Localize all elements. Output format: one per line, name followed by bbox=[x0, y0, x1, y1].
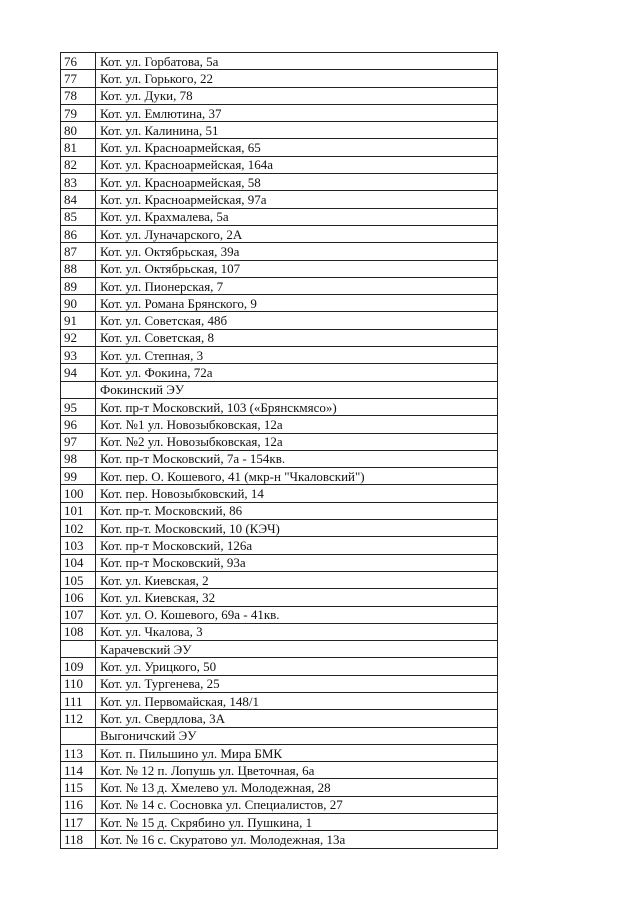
row-address: Кот. пр-т Московский, 103 («Брянскмясо») bbox=[96, 398, 498, 415]
table-row bbox=[61, 779, 498, 796]
row-address: Кот. №1 ул. Новозыбковская, 12а bbox=[96, 416, 498, 433]
row-address: Кот. ул. Красноармейская, 97а bbox=[96, 191, 498, 208]
table-row bbox=[61, 641, 498, 658]
row-number: 95 bbox=[61, 398, 96, 415]
row-number: 90 bbox=[61, 295, 96, 312]
table-row bbox=[61, 485, 498, 502]
row-number: 88 bbox=[61, 260, 96, 277]
row-number: 108 bbox=[61, 623, 96, 640]
row-number: 85 bbox=[61, 208, 96, 225]
row-number: 82 bbox=[61, 156, 96, 173]
table-row bbox=[61, 571, 498, 588]
row-number: 118 bbox=[61, 831, 96, 848]
table-row bbox=[61, 710, 498, 727]
row-address: Кот. ул. Киевская, 2 bbox=[96, 571, 498, 588]
table-row bbox=[61, 139, 498, 156]
section-heading: Выгоничский ЭУ bbox=[96, 727, 498, 744]
table-row bbox=[61, 156, 498, 173]
row-number bbox=[61, 381, 96, 398]
row-address: Кот. № 15 д. Скрябино ул. Пушкина, 1 bbox=[96, 814, 498, 831]
row-number bbox=[61, 727, 96, 744]
row-number: 96 bbox=[61, 416, 96, 433]
row-address: Кот. пер. О. Кошевого, 41 (мкр-н "Чкаловский") bbox=[96, 468, 498, 485]
table-row bbox=[61, 295, 498, 312]
row-address: Кот. ул. Советская, 8 bbox=[96, 329, 498, 346]
boiler-list-table bbox=[60, 52, 498, 849]
table-row bbox=[61, 589, 498, 606]
row-number: 104 bbox=[61, 554, 96, 571]
row-number: 98 bbox=[61, 450, 96, 467]
row-address: Кот. ул. Октябрьская, 107 bbox=[96, 260, 498, 277]
row-address: Кот. пер. Новозыбковский, 14 bbox=[96, 485, 498, 502]
row-number: 81 bbox=[61, 139, 96, 156]
table-row bbox=[61, 398, 498, 415]
row-number: 76 bbox=[61, 53, 96, 70]
row-number: 94 bbox=[61, 364, 96, 381]
row-number: 114 bbox=[61, 762, 96, 779]
table-row bbox=[61, 243, 498, 260]
table-row bbox=[61, 381, 498, 398]
table-row bbox=[61, 70, 498, 87]
row-address: Кот. № 14 с. Сосновка ул. Специалистов, 27 bbox=[96, 796, 498, 813]
row-address: Кот. ул. Чкалова, 3 bbox=[96, 623, 498, 640]
row-number: 101 bbox=[61, 502, 96, 519]
table-row bbox=[61, 675, 498, 692]
section-heading: Фокинский ЭУ bbox=[96, 381, 498, 398]
table-row bbox=[61, 468, 498, 485]
table-row bbox=[61, 191, 498, 208]
row-number: 92 bbox=[61, 329, 96, 346]
table-row bbox=[61, 329, 498, 346]
table-row bbox=[61, 87, 498, 104]
table-row bbox=[61, 433, 498, 450]
row-number: 79 bbox=[61, 104, 96, 121]
table-row bbox=[61, 225, 498, 242]
row-address: Кот. пр-т. Московский, 10 (КЭЧ) bbox=[96, 520, 498, 537]
table-row bbox=[61, 727, 498, 744]
table-row bbox=[61, 174, 498, 191]
row-number: 91 bbox=[61, 312, 96, 329]
row-address: Кот. пр-т Московский, 126а bbox=[96, 537, 498, 554]
row-number: 87 bbox=[61, 243, 96, 260]
row-address: Кот. ул. Тургенева, 25 bbox=[96, 675, 498, 692]
row-number: 112 bbox=[61, 710, 96, 727]
table-row bbox=[61, 692, 498, 709]
row-address: Кот. ул. Первомайская, 148/1 bbox=[96, 692, 498, 709]
row-number: 110 bbox=[61, 675, 96, 692]
row-number: 106 bbox=[61, 589, 96, 606]
row-address: Кот. пр-т. Московский, 86 bbox=[96, 502, 498, 519]
row-address: Кот. п. Пильшино ул. Мира БМК bbox=[96, 744, 498, 761]
table-row bbox=[61, 347, 498, 364]
row-number: 78 bbox=[61, 87, 96, 104]
row-address: Кот. ул. Свердлова, 3А bbox=[96, 710, 498, 727]
table-row bbox=[61, 208, 498, 225]
table-row bbox=[61, 744, 498, 761]
section-heading: Карачевский ЭУ bbox=[96, 641, 498, 658]
table-row bbox=[61, 814, 498, 831]
row-number: 116 bbox=[61, 796, 96, 813]
row-address: Кот. ул. Октябрьская, 39а bbox=[96, 243, 498, 260]
row-address: Кот. ул. Горького, 22 bbox=[96, 70, 498, 87]
row-number: 109 bbox=[61, 658, 96, 675]
row-number: 93 bbox=[61, 347, 96, 364]
row-number: 113 bbox=[61, 744, 96, 761]
row-number bbox=[61, 641, 96, 658]
row-address: Кот. ул. Пионерская, 7 bbox=[96, 277, 498, 294]
table-row bbox=[61, 762, 498, 779]
row-address: Кот. № 16 с. Скуратово ул. Молодежная, 13а bbox=[96, 831, 498, 848]
row-number: 107 bbox=[61, 606, 96, 623]
table-row bbox=[61, 831, 498, 848]
row-address: Кот. ул. Красноармейская, 58 bbox=[96, 174, 498, 191]
row-number: 105 bbox=[61, 571, 96, 588]
row-address: Кот. ул. Горбатова, 5а bbox=[96, 53, 498, 70]
table-row bbox=[61, 450, 498, 467]
table-row bbox=[61, 502, 498, 519]
table-row bbox=[61, 122, 498, 139]
row-address: Кот. пр-т Московский, 7а - 154кв. bbox=[96, 450, 498, 467]
row-address: Кот. ул. Степная, 3 bbox=[96, 347, 498, 364]
table-body bbox=[61, 53, 498, 849]
row-number: 111 bbox=[61, 692, 96, 709]
row-number: 97 bbox=[61, 433, 96, 450]
table-row bbox=[61, 260, 498, 277]
table-row bbox=[61, 537, 498, 554]
table-row bbox=[61, 364, 498, 381]
row-address: Кот. ул. Дуки, 78 bbox=[96, 87, 498, 104]
table-row bbox=[61, 554, 498, 571]
row-address: Кот. пр-т Московский, 93а bbox=[96, 554, 498, 571]
row-address: Кот. ул. Луначарского, 2А bbox=[96, 225, 498, 242]
table-row bbox=[61, 53, 498, 70]
table-row bbox=[61, 104, 498, 121]
row-number: 86 bbox=[61, 225, 96, 242]
row-number: 117 bbox=[61, 814, 96, 831]
row-address: Кот. ул. Крахмалева, 5а bbox=[96, 208, 498, 225]
table-row bbox=[61, 606, 498, 623]
row-address: Кот. ул. Фокина, 72а bbox=[96, 364, 498, 381]
row-address: Кот. ул. Урицкого, 50 bbox=[96, 658, 498, 675]
row-address: Кот. ул. Романа Брянского, 9 bbox=[96, 295, 498, 312]
table-row bbox=[61, 658, 498, 675]
row-number: 77 bbox=[61, 70, 96, 87]
row-number: 89 bbox=[61, 277, 96, 294]
table-row bbox=[61, 416, 498, 433]
row-number: 115 bbox=[61, 779, 96, 796]
row-number: 80 bbox=[61, 122, 96, 139]
row-address: Кот. ул. Советская, 48б bbox=[96, 312, 498, 329]
row-number: 83 bbox=[61, 174, 96, 191]
row-address: Кот. ул. Красноармейская, 65 bbox=[96, 139, 498, 156]
row-number: 99 bbox=[61, 468, 96, 485]
row-address: Кот. №2 ул. Новозыбковская, 12а bbox=[96, 433, 498, 450]
row-number: 103 bbox=[61, 537, 96, 554]
row-address: Кот. ул. Киевская, 32 bbox=[96, 589, 498, 606]
row-number: 84 bbox=[61, 191, 96, 208]
table-row bbox=[61, 623, 498, 640]
row-address: Кот. ул. Емлютина, 37 bbox=[96, 104, 498, 121]
row-address: Кот. ул. Красноармейская, 164а bbox=[96, 156, 498, 173]
row-number: 102 bbox=[61, 520, 96, 537]
row-address: Кот. № 13 д. Хмелево ул. Молодежная, 28 bbox=[96, 779, 498, 796]
table-row bbox=[61, 520, 498, 537]
row-address: Кот. ул. Калинина, 51 bbox=[96, 122, 498, 139]
table-row bbox=[61, 277, 498, 294]
table-row bbox=[61, 796, 498, 813]
table-row bbox=[61, 312, 498, 329]
row-number: 100 bbox=[61, 485, 96, 502]
row-address: Кот. ул. О. Кошевого, 69а - 41кв. bbox=[96, 606, 498, 623]
row-address: Кот. № 12 п. Лопушь ул. Цветочная, 6а bbox=[96, 762, 498, 779]
